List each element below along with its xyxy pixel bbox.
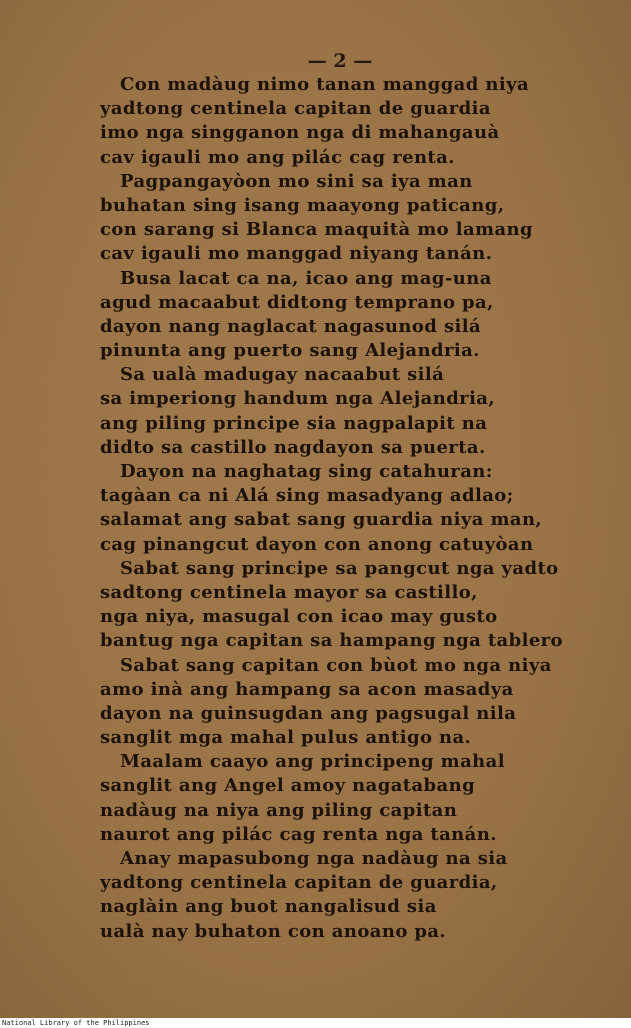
stanza-line: salamat ang sabat sang guardia niya man, [100,509,543,531]
stanza-first-line: Sabat sang capitan con bùot mo nga niya [120,654,552,676]
stanza-line: dayon nang naglacat nagasunod silá [100,315,482,337]
stanza-first-line: Pagpangayòon mo sini sa iya man [120,170,473,192]
stanza-first-line: Sa ualà madugay nacaabut silá [120,364,445,386]
stanza-line: nga niya, masugal con icao may gusto [100,606,498,628]
stanza-line: sanglit mga mahal pulus antigo na. [100,727,472,749]
stanza-first-line: Busa lacat ca na, icao ang mag-una [120,267,492,289]
stanza-line: sa imperiong handum nga Alejandria, [100,388,496,410]
stanza-line: buhatan sing isang maayong paticang, [100,194,505,216]
stanza-line: con sarang si Blanca maquità mo lamang [100,219,533,241]
stanza-line: ualà nay buhaton con anoano pa. [100,920,447,942]
stanza-line: yadtong centinela capitan de guardia [100,98,491,120]
stanza-first-line: Dayon na naghatag sing catahuran: [120,461,493,482]
poem-text [0,73,631,944]
stanza-line: nadàug na niya ang piling capitan [100,799,458,821]
stanza-line: cav igauli mo ang pilác cag renta. [100,146,455,168]
stanza-line: amo inà ang hampang sa acon masadya [100,678,514,700]
stanza-line: cag pinangcut dayon con anong catuyòan [100,533,534,555]
stanza-line: yadtong centinela capitan de guardia, [100,872,498,894]
stanza-first-line: Con madàug nimo tanan manggad niya [120,74,530,95]
stanza-line: tagàan ca ni Alá sing masadyang adlao; [100,485,514,507]
stanza-line: sanglit ang Angel amoy nagatabang [100,775,476,797]
stanza-line: cav igauli mo manggad niyang tanán. [100,243,493,265]
stanza-line: naurot ang pilác cag renta nga tanán. [100,823,497,845]
library-credit: National Library of the Philippines [2,1019,150,1027]
stanza-first-line: Maalam caayo ang principeng mahal [120,751,505,773]
stanza-first-line: Sabat sang principe sa pangcut nga yadto [120,557,559,579]
stanza-line: naglàin ang buot nangalisud sia [100,896,437,918]
footer-bar [0,1018,631,1028]
stanza-line: dayon na guinsugdan ang pagsugal nila [100,702,517,724]
stanza-line: agud macaabut didtong temprano pa, [100,291,494,313]
stanza-line: imo nga singganon nga di mahangauà [100,122,500,144]
stanza-line: pinunta ang puerto sang Alejandria. [100,340,480,362]
stanza-line: sadtong centinela mayor sa castillo, [100,581,478,603]
page-number: — 2 — [307,50,373,72]
stanza-line: ang piling principe sia nagpalapit na [100,412,488,434]
stanza-line: bantug nga capitan sa hampang nga tablero [100,630,563,652]
stanza-first-line: Anay mapasubong nga nadàug na sia [120,848,508,869]
stanza-line: didto sa castillo nagdayon sa puerta. [100,436,486,458]
